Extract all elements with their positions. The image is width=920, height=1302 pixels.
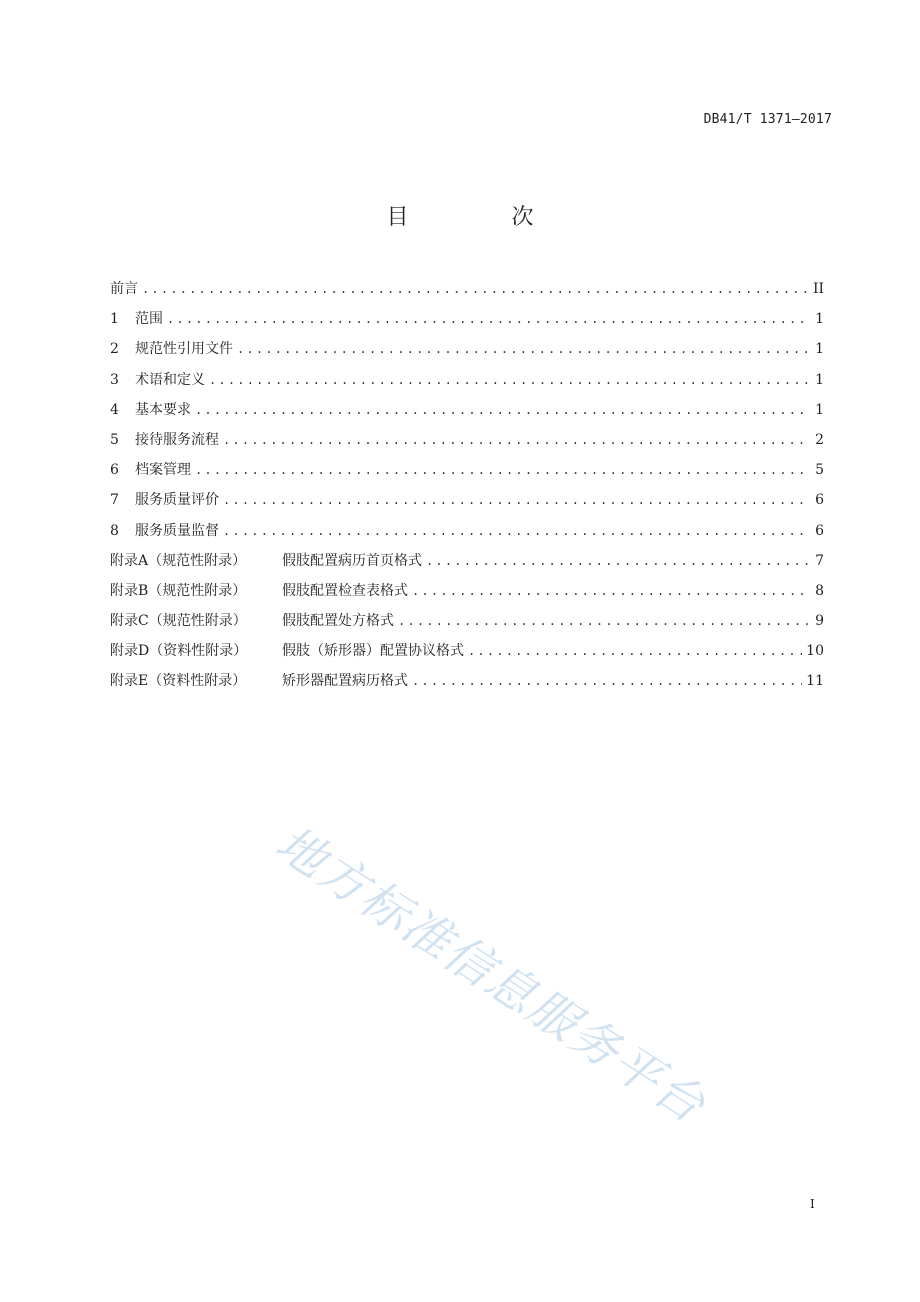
toc-appendix-page: 9 <box>815 613 824 630</box>
toc-leader-dots <box>223 428 810 452</box>
toc-appendix-d[interactable] <box>110 639 824 669</box>
toc-entry-page: 6 <box>815 492 824 509</box>
toc-entry-page: II <box>812 281 824 297</box>
toc-entry-number: 6 <box>110 462 119 479</box>
toc-entry-number: 5 <box>110 431 119 448</box>
page-number: I <box>810 1197 815 1211</box>
toc-appendix-prefix: 附录B（规范性附录） <box>110 582 247 599</box>
toc-leader-dots <box>195 398 810 422</box>
toc-entry-8[interactable] <box>110 519 824 549</box>
toc-entry-label: 规范性引用文件 <box>135 341 233 358</box>
toc-leader-dots <box>237 337 810 361</box>
toc-entry-foreword[interactable] <box>110 277 824 307</box>
toc-entry-number: 7 <box>110 492 119 509</box>
toc-entry-page: 6 <box>815 522 824 539</box>
toc-entry-6[interactable] <box>110 458 824 488</box>
toc-entry-number: 4 <box>110 401 119 418</box>
toc-appendix-prefix: 附录C（规范性附录） <box>110 613 247 630</box>
page-title: 目 次 <box>386 205 582 230</box>
toc-appendix-e[interactable] <box>110 669 824 699</box>
toc-entry-label: 基本要求 <box>135 401 191 418</box>
table-of-contents <box>110 277 824 700</box>
toc-appendix-prefix: 附录A（规范性附录） <box>110 552 247 569</box>
toc-leader-dots <box>195 458 810 482</box>
toc-leader-dots <box>142 277 809 301</box>
toc-entry-label: 服务质量监督 <box>135 522 219 539</box>
toc-entry-4[interactable] <box>110 398 824 428</box>
toc-appendix-label: 矫形器配置病历格式 <box>282 673 408 690</box>
toc-entry-number: 8 <box>110 522 119 539</box>
toc-entry-2[interactable] <box>110 337 824 367</box>
toc-entry-page: 1 <box>815 341 824 358</box>
toc-leader-dots <box>167 307 810 331</box>
toc-entry-page: 5 <box>815 462 824 479</box>
toc-entry-label: 接待服务流程 <box>135 431 219 448</box>
toc-entry-page: 1 <box>815 371 824 388</box>
toc-entry-label: 范围 <box>135 311 163 328</box>
watermark: 地方标准信息服务平台 <box>265 815 716 1135</box>
toc-appendix-page: 8 <box>815 582 824 599</box>
toc-entry-label: 服务质量评价 <box>135 492 219 509</box>
toc-leader-dots <box>412 669 802 693</box>
toc-leader-dots <box>223 488 810 512</box>
toc-appendix-label: 假肢配置处方格式 <box>282 613 394 630</box>
toc-entry-number: 1 <box>110 311 119 328</box>
toc-leader-dots <box>223 519 810 543</box>
toc-entry-3[interactable] <box>110 368 824 398</box>
toc-appendix-a[interactable] <box>110 549 824 579</box>
toc-entry-number: 3 <box>110 371 119 388</box>
toc-leader-dots <box>412 579 810 603</box>
toc-leader-dots <box>398 609 810 633</box>
toc-entry-page: 1 <box>815 401 824 418</box>
toc-entry-7[interactable] <box>110 488 824 518</box>
toc-leader-dots <box>209 368 810 392</box>
toc-appendix-c[interactable] <box>110 609 824 639</box>
toc-appendix-label: 假肢（矫形器）配置协议格式 <box>282 643 464 660</box>
toc-appendix-prefix: 附录E（资料性附录） <box>110 673 247 690</box>
toc-appendix-page: 7 <box>815 552 824 569</box>
toc-appendix-page: 11 <box>806 673 824 690</box>
toc-leader-dots <box>468 639 802 663</box>
toc-appendix-label: 假肢配置病历首页格式 <box>282 552 422 569</box>
toc-entry-label: 前言 <box>110 281 138 297</box>
document-code: DB41/T 1371—2017 <box>703 112 832 127</box>
toc-entry-page: 2 <box>815 431 824 448</box>
toc-appendix-label: 假肢配置检查表格式 <box>282 582 408 599</box>
toc-entry-5[interactable] <box>110 428 824 458</box>
toc-appendix-b[interactable] <box>110 579 824 609</box>
toc-appendix-prefix: 附录D（资料性附录） <box>110 643 248 660</box>
toc-entry-1[interactable] <box>110 307 824 337</box>
toc-entry-page: 1 <box>815 311 824 328</box>
toc-entry-label: 术语和定义 <box>135 371 205 388</box>
toc-appendix-page: 10 <box>806 643 824 660</box>
toc-entry-number: 2 <box>110 341 119 358</box>
toc-leader-dots <box>426 549 810 573</box>
toc-entry-label: 档案管理 <box>135 462 191 479</box>
